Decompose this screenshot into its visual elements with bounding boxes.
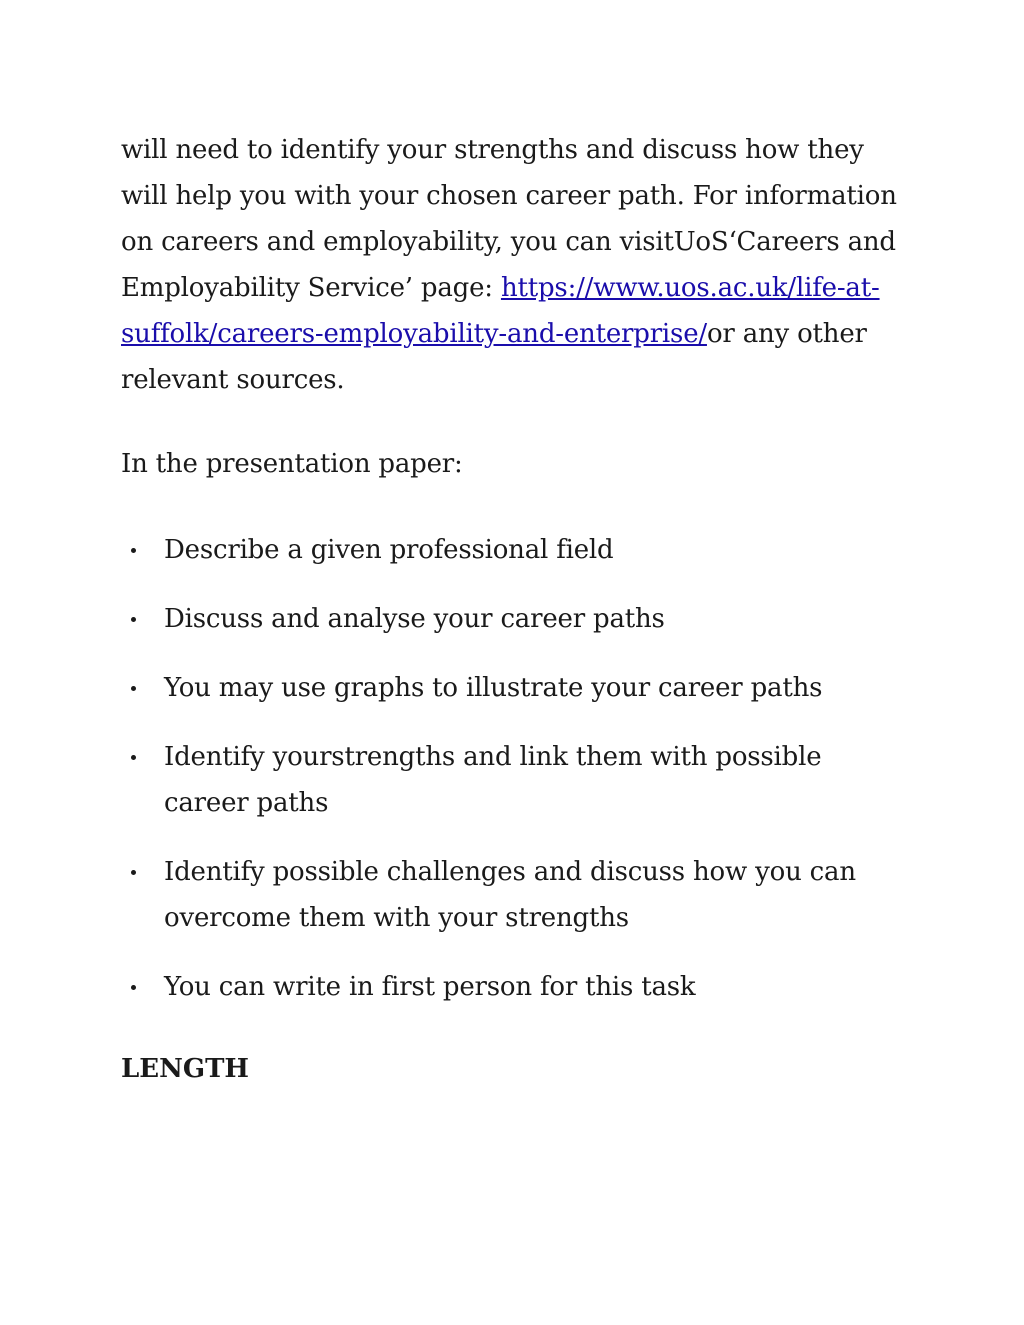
list-item-text: Identify possible challenges and discuss how you can overcome them with your strengths — [164, 857, 856, 933]
list-item — [121, 964, 901, 1010]
list-item-text: Describe a given professional field — [164, 535, 614, 565]
list-item-text: Discuss and analyse your career paths — [164, 604, 665, 634]
requirements-list — [121, 527, 901, 1010]
bullet-dot-icon — [131, 617, 136, 622]
list-item — [121, 596, 901, 642]
paragraph-text-end: or any other relevant sources. — [121, 319, 867, 395]
careers-service-link[interactable]: https://www.uos.ac.uk/life-at-suffolk/careers-employability-and-enterprise/ — [121, 273, 880, 349]
paragraph-text: will need to identify your strengths and discuss how they will help you with your chosen career path. For information on careers and employability, you can visitUoS‘Careers and Employability Service’ page: — [121, 135, 897, 303]
list-item-text: Identify yourstrengths and link them with possible career paths — [164, 742, 822, 818]
list-item-text: You can write in first person for this task — [164, 972, 696, 1002]
list-item — [121, 849, 901, 941]
document-page — [121, 127, 901, 1092]
list-item — [121, 665, 901, 711]
bullet-dot-icon — [131, 985, 136, 990]
list-item — [121, 734, 901, 826]
presentation-intro: In the presentation paper: — [121, 449, 463, 479]
bullet-dot-icon — [131, 870, 136, 875]
list-item-text: You may use graphs to illustrate your career paths — [164, 673, 823, 703]
list-item — [121, 527, 901, 573]
section-heading: LENGTH — [121, 1054, 249, 1084]
body-paragraph — [121, 127, 901, 403]
bullet-dot-icon — [131, 755, 136, 760]
bullet-dot-icon — [131, 686, 136, 691]
bullet-dot-icon — [131, 548, 136, 553]
